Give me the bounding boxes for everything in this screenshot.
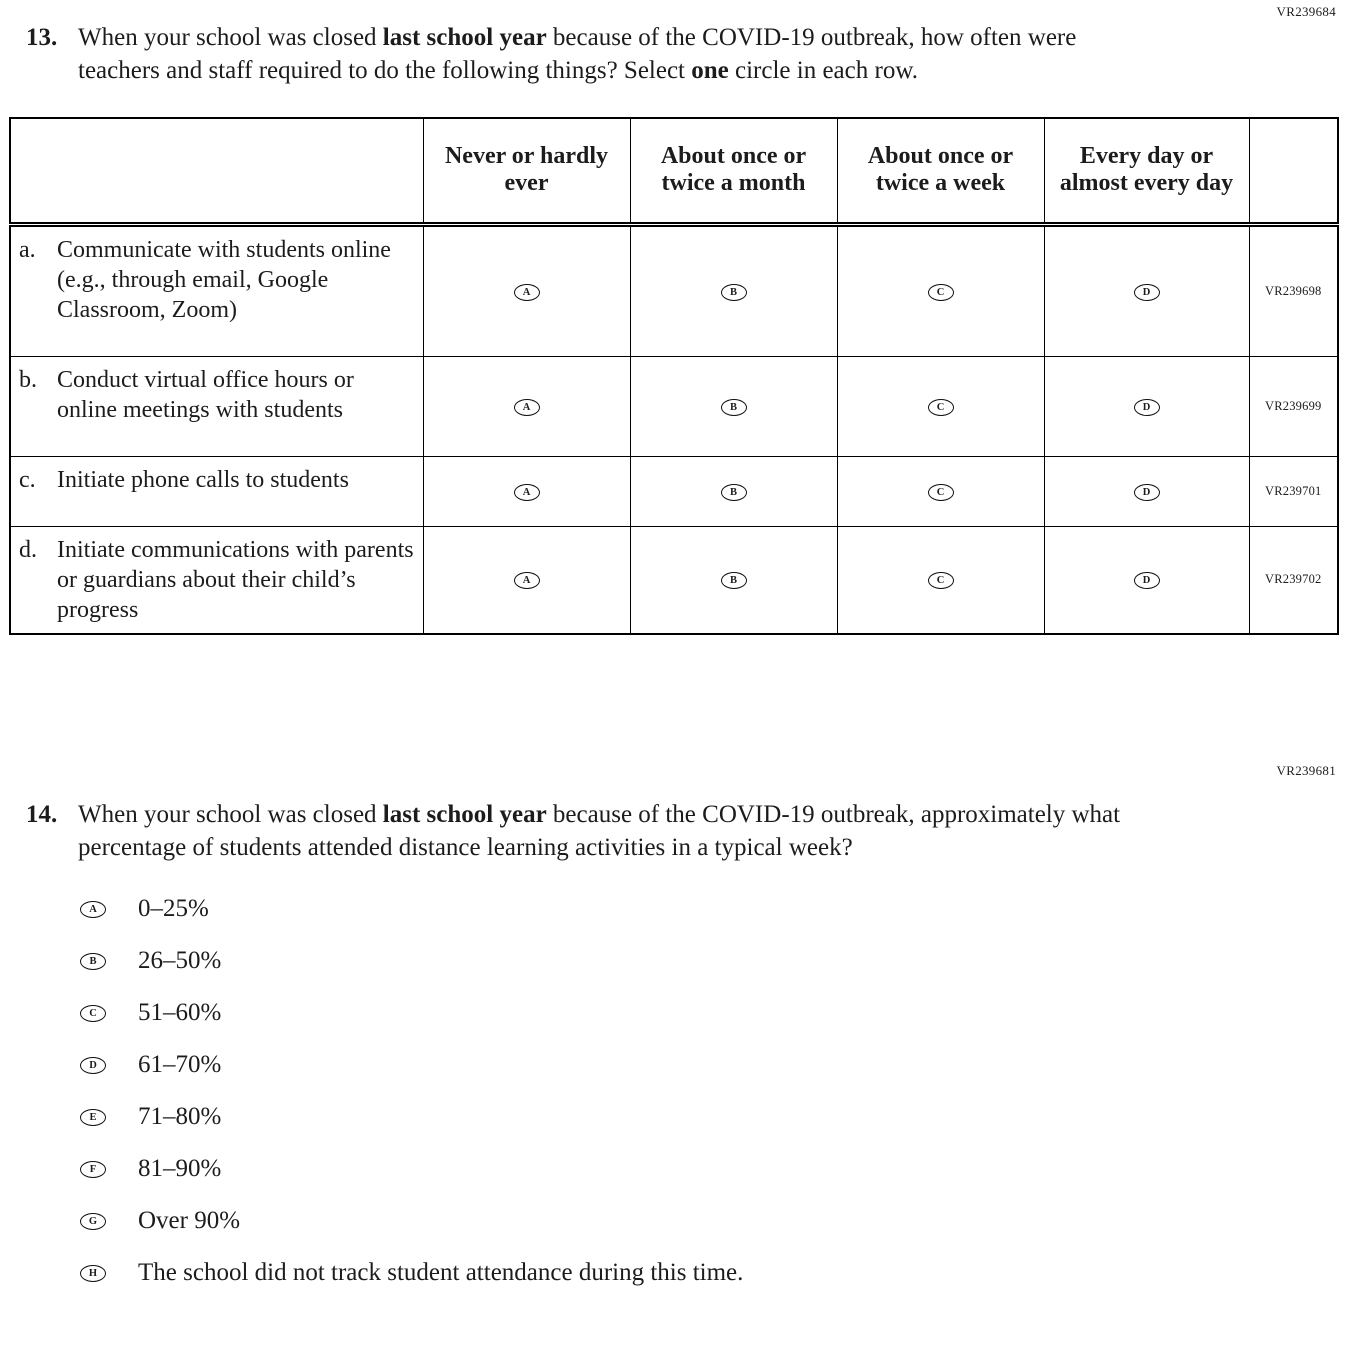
question-14-number: 14. xyxy=(26,801,58,829)
header-empty-stem xyxy=(10,118,423,224)
q14-text-part: When your school was closed xyxy=(78,801,383,829)
answer-bubble-b-C[interactable]: C xyxy=(928,399,954,416)
answer-bubble-a-A[interactable]: A xyxy=(514,284,540,301)
option-label-A: 0–25% xyxy=(138,895,209,923)
question-14-header xyxy=(0,799,1346,864)
form-code-top: VR239684 xyxy=(1276,4,1336,19)
question-13-text xyxy=(78,22,1138,87)
option-item-B xyxy=(80,946,1346,976)
table-header-row xyxy=(10,118,1338,224)
row-a-text: Communicate with students online (e.g., through email, Google Classroom, Zoom) xyxy=(57,236,391,323)
row-c-cell-month xyxy=(630,456,837,526)
row-d-cell-daily xyxy=(1044,526,1249,634)
option-item-F xyxy=(80,1154,1346,1184)
answer-bubble-b-A[interactable]: A xyxy=(514,399,540,416)
answer-bubble-a-D[interactable]: D xyxy=(1134,284,1160,301)
answer-bubble-d-C[interactable]: C xyxy=(928,572,954,589)
answer-bubble-q14-E[interactable]: E xyxy=(80,1109,106,1126)
answer-bubble-q14-G[interactable]: G xyxy=(80,1213,106,1230)
answer-bubble-q14-C[interactable]: C xyxy=(80,1005,106,1022)
q13-matrix-table xyxy=(9,117,1339,635)
q13-text-bold: one xyxy=(691,56,729,84)
answer-bubble-q14-H[interactable]: H xyxy=(80,1265,106,1282)
q14-text-bold: last school year xyxy=(382,801,547,829)
question-14-options xyxy=(80,894,1346,1288)
q13-text-part: because of the COVID-19 outbreak, how often were teachers and staff required to do the following things? Select xyxy=(78,24,1077,84)
row-d-stem xyxy=(10,526,423,634)
option-label-E: 71–80% xyxy=(138,1103,222,1131)
table-row-a xyxy=(10,224,1338,356)
answer-bubble-q14-F[interactable]: F xyxy=(80,1161,106,1178)
option-item-A xyxy=(80,894,1346,924)
column-header-once-twice-week: About once or twice a week xyxy=(837,118,1044,224)
row-b-text: Conduct virtual office hours or online meetings with students xyxy=(57,366,354,423)
q14-text-part: because of the COVID-19 outbreak, approximately what percentage of students attended distance learning activities in a typical week? xyxy=(78,801,1121,861)
answer-bubble-d-D[interactable]: D xyxy=(1134,572,1160,589)
option-label-D: 61–70% xyxy=(138,1051,222,1079)
row-b-code: VR239699 xyxy=(1249,356,1338,456)
option-item-G xyxy=(80,1206,1346,1236)
table-row-c xyxy=(10,456,1338,526)
row-a-stem xyxy=(10,224,423,356)
column-header-once-twice-month: About once or twice a month xyxy=(630,118,837,224)
row-a-cell-month xyxy=(630,224,837,356)
row-b-cell-daily xyxy=(1044,356,1249,456)
question-13-header xyxy=(0,22,1346,87)
question-14-text xyxy=(78,799,1138,864)
row-a-cell-daily xyxy=(1044,224,1249,356)
answer-bubble-q14-D[interactable]: D xyxy=(80,1057,106,1074)
option-label-F: 81–90% xyxy=(138,1155,222,1183)
row-b-letter: b. xyxy=(19,366,37,393)
form-code-mid: VR239681 xyxy=(1276,763,1336,779)
table-row-d xyxy=(10,526,1338,634)
answer-bubble-c-D[interactable]: D xyxy=(1134,484,1160,501)
row-d-code: VR239702 xyxy=(1249,526,1338,634)
answer-bubble-b-B[interactable]: B xyxy=(721,399,747,416)
option-item-C xyxy=(80,998,1346,1028)
row-c-code: VR239701 xyxy=(1249,456,1338,526)
row-c-cell-week xyxy=(837,456,1044,526)
q13-text-bold: last school year xyxy=(382,24,547,51)
option-item-D xyxy=(80,1050,1346,1080)
option-label-G: Over 90% xyxy=(138,1207,241,1235)
answer-bubble-c-C[interactable]: C xyxy=(928,484,954,501)
answer-bubble-c-A[interactable]: A xyxy=(514,484,540,501)
row-a-code: VR239698 xyxy=(1249,224,1338,356)
answer-bubble-c-B[interactable]: B xyxy=(721,484,747,501)
row-d-cell-month xyxy=(630,526,837,634)
q13-text-part: When your school was closed xyxy=(78,24,383,51)
header-empty-code xyxy=(1249,118,1338,224)
option-label-H: The school did not track student attendance during this time. xyxy=(138,1259,744,1287)
answer-bubble-d-B[interactable]: B xyxy=(721,572,747,589)
row-a-letter: a. xyxy=(19,236,36,263)
row-d-text: Initiate communications with parents or guardians about their child’s progress xyxy=(57,536,414,623)
option-label-B: 26–50% xyxy=(138,947,222,975)
answer-bubble-d-A[interactable]: A xyxy=(514,572,540,589)
row-a-cell-week xyxy=(837,224,1044,356)
row-b-cell-never xyxy=(423,356,630,456)
option-item-H xyxy=(80,1258,1346,1288)
row-d-cell-week xyxy=(837,526,1044,634)
answer-bubble-a-C[interactable]: C xyxy=(928,284,954,301)
row-c-letter: c. xyxy=(19,466,36,493)
row-b-cell-week xyxy=(837,356,1044,456)
row-b-stem xyxy=(10,356,423,456)
q13-text-part: circle in each row. xyxy=(728,56,918,84)
answer-bubble-q14-B[interactable]: B xyxy=(80,953,106,970)
column-header-never: Never or hardly ever xyxy=(423,118,630,224)
row-c-cell-never xyxy=(423,456,630,526)
row-b-cell-month xyxy=(630,356,837,456)
question-13-number: 13. xyxy=(26,24,58,51)
row-a-cell-never xyxy=(423,224,630,356)
column-header-every-day: Every day or almost every day xyxy=(1044,118,1249,224)
row-c-cell-daily xyxy=(1044,456,1249,526)
row-d-cell-never xyxy=(423,526,630,634)
option-item-E xyxy=(80,1102,1346,1132)
answer-bubble-a-B[interactable]: B xyxy=(721,284,747,301)
row-c-stem xyxy=(10,456,423,526)
option-label-C: 51–60% xyxy=(138,999,222,1027)
row-c-text: Initiate phone calls to students xyxy=(57,466,349,493)
row-d-letter: d. xyxy=(19,536,37,563)
answer-bubble-q14-A[interactable]: A xyxy=(80,901,106,918)
table-row-b xyxy=(10,356,1338,456)
answer-bubble-b-D[interactable]: D xyxy=(1134,399,1160,416)
